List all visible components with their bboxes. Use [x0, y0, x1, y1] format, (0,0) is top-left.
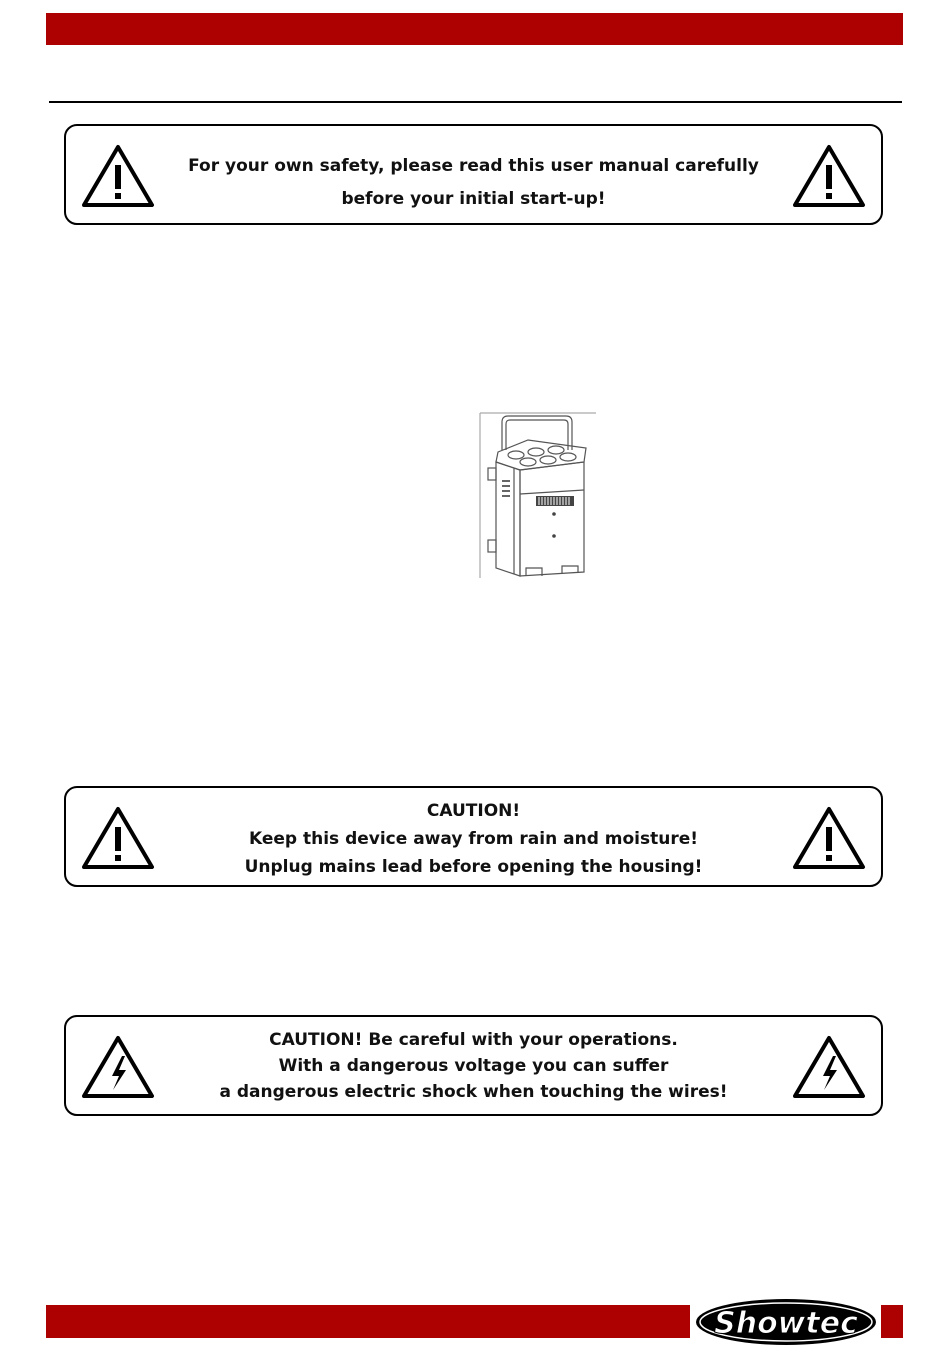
warning-text	[176, 797, 771, 881]
caution-moisture-box	[64, 786, 883, 887]
warning-line: before your initial start-up!	[341, 189, 606, 209]
logo-text: Showtec	[714, 1306, 858, 1341]
warning-text	[176, 150, 771, 216]
warning-line: CAUTION! Be careful with your operations.	[269, 1030, 678, 1050]
high-voltage-triangle-icon	[80, 1034, 156, 1100]
safety-warning-box	[64, 124, 883, 225]
warning-text	[176, 1027, 771, 1105]
caution-voltage-box	[64, 1015, 883, 1116]
warning-line: For your own safety, please read this user manual carefully	[188, 156, 759, 176]
warning-line: Unplug mains lead before opening the housing!	[244, 857, 703, 877]
exclamation-triangle-icon	[80, 805, 156, 871]
header-bar	[46, 13, 903, 45]
warning-line: CAUTION!	[426, 801, 521, 821]
exclamation-triangle-icon	[791, 805, 867, 871]
exclamation-triangle-icon	[80, 143, 156, 209]
warning-line: With a dangerous voltage you can suffer	[278, 1056, 669, 1076]
exclamation-triangle-icon	[791, 143, 867, 209]
header-rule	[49, 101, 902, 103]
warning-line: a dangerous electric shock when touching the wires!	[219, 1082, 728, 1102]
showtec-logo	[694, 1297, 878, 1347]
footer-bar	[46, 1305, 690, 1338]
footer-bar-end	[881, 1305, 903, 1338]
warning-line: Keep this device away from rain and moisture!	[248, 829, 699, 849]
high-voltage-triangle-icon	[791, 1034, 867, 1100]
product-illustration	[478, 410, 598, 582]
